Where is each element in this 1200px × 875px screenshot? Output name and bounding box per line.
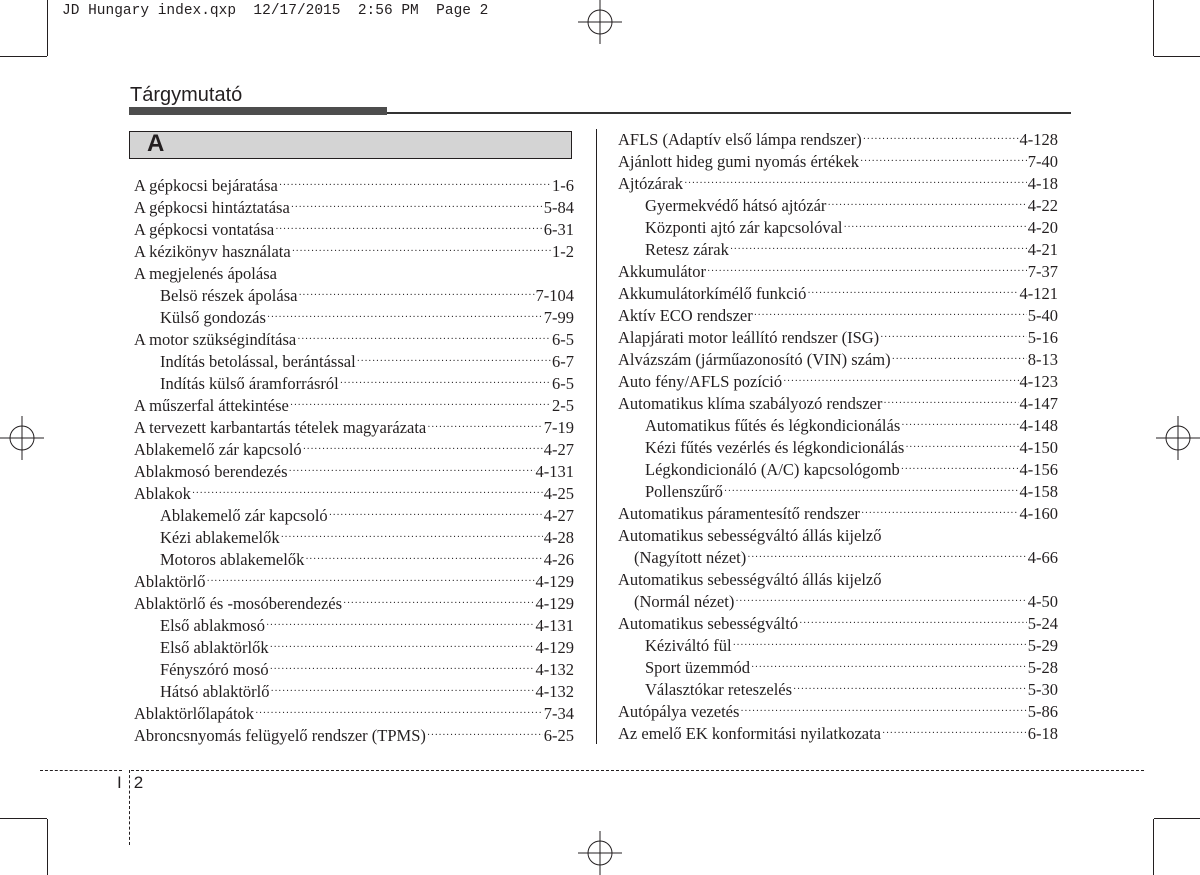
index-entry-label: Automatikus sebességváltó állás kijelző — [618, 570, 882, 589]
dot-leader — [827, 195, 1026, 217]
index-entry — [134, 571, 574, 593]
dot-leader — [281, 527, 543, 549]
index-entry — [618, 525, 1058, 547]
index-entry — [618, 217, 1058, 239]
index-entry-label: Automatikus klíma szabályozó rendszer — [618, 394, 883, 413]
index-entry-page: 7-99 — [543, 308, 574, 327]
index-entry — [134, 637, 574, 659]
index-entry — [618, 437, 1058, 459]
index-entry-page: 4-22 — [1027, 196, 1058, 215]
crop-mark — [1153, 0, 1154, 56]
index-entry-page: 4-123 — [1019, 372, 1058, 391]
index-entry-label: Retesz zárak — [645, 240, 729, 259]
index-entry-page: 4-147 — [1019, 394, 1058, 413]
index-entry-label: Motoros ablakemelők — [160, 550, 305, 569]
index-entry — [618, 679, 1058, 701]
index-entry-label: Alvázszám (járműazonosító (VIN) szám) — [618, 350, 891, 369]
dot-leader — [297, 329, 551, 351]
index-entry-label: Indítás külső áramforrásról — [160, 374, 339, 393]
registration-mark-icon — [1150, 400, 1200, 476]
dot-leader — [740, 701, 1026, 723]
index-entry-page: 4-21 — [1027, 240, 1058, 259]
footer-rule — [131, 770, 1144, 771]
index-entry-page: 7-40 — [1027, 152, 1058, 171]
index-entry-label: (Normál nézet) — [634, 592, 735, 611]
crop-mark — [0, 818, 47, 819]
index-entry-label: Abroncsnyomás felügyelő rendszer (TPMS) — [134, 726, 426, 745]
index-entry — [134, 307, 574, 329]
dot-leader — [707, 261, 1027, 283]
index-entry-label: Ablaktörlő — [134, 572, 206, 591]
index-entry — [134, 593, 574, 615]
dot-leader — [892, 349, 1027, 371]
index-entry-page: 6-18 — [1027, 724, 1058, 743]
index-entry-page: 4-160 — [1019, 504, 1058, 523]
dot-leader — [289, 461, 535, 483]
index-entry-page: 6-5 — [552, 374, 574, 393]
index-entry-label: Ablakmosó berendezés — [134, 462, 288, 481]
index-entry-label: Indítás betolással, berántással — [160, 352, 356, 371]
index-entry-label: Kézi ablakemelők — [160, 528, 280, 547]
index-entry — [618, 547, 1058, 569]
index-entry-page: 4-26 — [543, 550, 574, 569]
dot-leader — [427, 725, 543, 747]
index-entry-page: 1-6 — [552, 176, 574, 195]
dot-leader — [298, 285, 534, 307]
dot-leader — [270, 637, 535, 659]
registration-mark-icon — [0, 400, 50, 476]
dot-leader — [882, 723, 1027, 745]
index-entry-label: Automatikus fűtés és légkondicionálás — [645, 416, 901, 435]
dot-leader — [843, 217, 1026, 239]
index-entry — [618, 415, 1058, 437]
dot-leader — [279, 175, 551, 197]
index-entry-label: Pollenszűrő — [645, 482, 723, 501]
index-entry-label: Kéziváltó fül — [645, 636, 732, 655]
index-entry-label: Automatikus sebességváltó — [618, 614, 799, 633]
index-entry-label: Ablaktörlő és -mosóberendezés — [134, 594, 343, 613]
index-entry — [134, 285, 574, 307]
index-entry — [618, 591, 1058, 613]
index-entry — [618, 305, 1058, 327]
title-underline — [129, 107, 387, 115]
index-entry-label: Választókar reteszelés — [645, 680, 793, 699]
dot-leader — [255, 703, 543, 725]
index-entry-page: 4-18 — [1027, 174, 1058, 193]
dot-leader — [266, 615, 535, 637]
crop-mark — [1153, 819, 1154, 875]
index-entry — [134, 329, 574, 351]
index-entry-label: Automatikus sebességváltó állás kijelző — [618, 526, 882, 545]
index-entry-page: 2-5 — [552, 396, 574, 415]
dot-leader — [751, 657, 1027, 679]
dot-leader — [192, 483, 543, 505]
dot-leader — [905, 437, 1018, 459]
index-entry-page: 7-37 — [1027, 262, 1058, 281]
dot-leader — [267, 307, 543, 329]
index-entry-page: 4-129 — [535, 594, 574, 613]
index-entry-page: 8-13 — [1027, 350, 1058, 369]
index-entry-page: 7-19 — [543, 418, 574, 437]
index-entry — [134, 505, 574, 527]
index-entry — [618, 459, 1058, 481]
index-entry-page: 6-25 — [543, 726, 574, 745]
crop-mark — [47, 819, 48, 875]
index-entry — [134, 703, 574, 725]
index-entry-page: 5-40 — [1027, 306, 1058, 325]
index-entry — [134, 373, 574, 395]
index-entry-label: Aktív ECO rendszer — [618, 306, 753, 325]
index-entry-page: 5-86 — [1027, 702, 1058, 721]
dot-leader — [343, 593, 534, 615]
index-entry-page: 4-121 — [1019, 284, 1058, 303]
index-entry — [618, 371, 1058, 393]
index-entry-page: 4-50 — [1027, 592, 1058, 611]
index-entry — [618, 327, 1058, 349]
dot-leader — [880, 327, 1027, 349]
registration-mark-icon — [564, 823, 636, 875]
index-entry-page: 4-131 — [535, 616, 574, 635]
dot-leader — [340, 373, 551, 395]
index-entry-label: Ajtózárak — [618, 174, 684, 193]
dot-leader — [860, 151, 1027, 173]
index-entry-page: 5-29 — [1027, 636, 1058, 655]
index-entry-page: 4-20 — [1027, 218, 1058, 237]
dot-leader — [292, 241, 551, 263]
crop-mark — [47, 0, 48, 56]
dot-leader — [883, 393, 1018, 415]
print-file-info: JD Hungary index.qxp 12/17/2015 2:56 PM Page 2 — [62, 3, 489, 19]
index-entry-page: 5-28 — [1027, 658, 1058, 677]
index-entry-page: 6-5 — [552, 330, 574, 349]
dot-leader — [427, 417, 543, 439]
dot-leader — [724, 481, 1019, 503]
index-entry-page: 5-84 — [543, 198, 574, 217]
index-entry — [134, 175, 574, 197]
index-entry-label: Ablakemelő zár kapcsoló — [134, 440, 302, 459]
index-entry — [618, 613, 1058, 635]
index-entry — [618, 481, 1058, 503]
index-entry — [618, 283, 1058, 305]
dot-leader — [901, 415, 1018, 437]
index-entry-label: AFLS (Adaptív első lámpa rendszer) — [618, 130, 862, 149]
dot-leader — [270, 659, 535, 681]
index-entry — [618, 173, 1058, 195]
crop-mark — [1154, 818, 1200, 819]
dot-leader — [290, 395, 551, 417]
index-entry-label: Hátsó ablaktörlő — [160, 682, 270, 701]
index-entry-label: Első ablaktörlők — [160, 638, 269, 657]
index-entry-page: 6-7 — [552, 352, 574, 371]
index-entry — [618, 393, 1058, 415]
dot-leader — [357, 351, 551, 373]
index-entry-page: 5-30 — [1027, 680, 1058, 699]
index-entry-label: Légkondicionáló (A/C) kapcsológomb — [645, 460, 900, 479]
index-entry — [618, 723, 1058, 745]
dot-leader — [329, 505, 543, 527]
index-column-left — [134, 175, 574, 747]
index-entry-page: 6-31 — [543, 220, 574, 239]
index-entry — [134, 659, 574, 681]
index-entry-page: 4-25 — [543, 484, 574, 503]
index-entry — [134, 395, 574, 417]
index-entry-label: A motor szükségindítása — [134, 330, 297, 349]
index-entry-page: 4-132 — [535, 660, 574, 679]
index-entry — [134, 549, 574, 571]
dot-leader — [730, 239, 1027, 261]
index-entry-label: Automatikus páramentesítő rendszer — [618, 504, 860, 523]
index-letter-box — [129, 131, 572, 159]
index-entry-page: 4-158 — [1019, 482, 1058, 501]
index-entry-label: Belsö részek ápolása — [160, 286, 298, 305]
column-divider — [596, 129, 597, 744]
index-entry — [618, 635, 1058, 657]
dot-leader — [735, 591, 1026, 613]
index-entry — [134, 263, 574, 285]
index-entry-page: 4-28 — [543, 528, 574, 547]
index-entry — [618, 261, 1058, 283]
index-entry-label: Akkumulátorkímélő funkció — [618, 284, 807, 303]
index-entry-label: Ajánlott hideg gumi nyomás értékek — [618, 152, 860, 171]
dot-leader — [271, 681, 535, 703]
index-entry-page: 5-16 — [1027, 328, 1058, 347]
index-entry-page: 5-24 — [1027, 614, 1058, 633]
dot-leader — [207, 571, 535, 593]
dot-leader — [275, 219, 543, 241]
index-entry-label: Sport üzemmód — [645, 658, 750, 677]
page-number — [117, 773, 143, 793]
index-entry — [618, 129, 1058, 151]
index-entry-page: 4-27 — [543, 440, 574, 459]
index-entry — [134, 615, 574, 637]
index-entry — [134, 681, 574, 703]
index-entry-label: Az emelő EK konformitási nyilatkozata — [618, 724, 882, 743]
index-entry — [618, 503, 1058, 525]
dot-leader — [861, 503, 1019, 525]
index-entry-label: A műszerfal áttekintése — [134, 396, 289, 415]
footer-page-number: 2 — [133, 773, 144, 792]
index-entry-label: Ablakok — [134, 484, 191, 503]
index-entry — [618, 349, 1058, 371]
index-entry-page: 4-66 — [1027, 548, 1058, 567]
index-entry — [134, 527, 574, 549]
index-entry-page: 4-27 — [543, 506, 574, 525]
index-entry-label: Külső gondozás — [160, 308, 266, 327]
index-entry-label: Ablakemelő zár kapcsoló — [160, 506, 328, 525]
dot-leader — [863, 129, 1019, 151]
index-entry — [618, 151, 1058, 173]
index-entry-label: Kézi fűtés vezérlés és légkondicionálás — [645, 438, 905, 457]
index-entry-page: 4-132 — [535, 682, 574, 701]
footer-rule — [40, 770, 122, 771]
index-entry-label: (Nagyított nézet) — [634, 548, 747, 567]
index-entry — [618, 701, 1058, 723]
crop-mark — [1154, 56, 1200, 57]
index-entry-label: Akkumulátor — [618, 262, 706, 281]
index-entry — [618, 195, 1058, 217]
index-entry-label: Első ablakmosó — [160, 616, 265, 635]
registration-mark-icon — [564, 0, 636, 56]
index-entry — [134, 483, 574, 505]
index-entry-label: Fényszóró mosó — [160, 660, 269, 679]
index-entry — [134, 219, 574, 241]
index-entry-label: Gyermekvédő hátsó ajtózár — [645, 196, 827, 215]
index-entry — [618, 657, 1058, 679]
page-title: Tárgymutató — [130, 84, 243, 106]
dot-leader — [733, 635, 1027, 657]
index-entry — [134, 461, 574, 483]
index-entry-label: A tervezett karbantartás tételek magyarázata — [134, 418, 427, 437]
dot-leader — [807, 283, 1018, 305]
footer-section-letter: I — [117, 773, 122, 792]
index-entry-label: A gépkocsi vontatása — [134, 220, 275, 239]
index-entry-page: 4-129 — [535, 638, 574, 657]
index-entry — [134, 725, 574, 747]
dot-leader — [305, 549, 542, 571]
index-entry-page: 4-150 — [1019, 438, 1058, 457]
index-entry-page: 4-148 — [1019, 416, 1058, 435]
dot-leader — [303, 439, 543, 461]
index-entry-page: 7-34 — [543, 704, 574, 723]
dot-leader — [799, 613, 1027, 635]
index-entry — [134, 417, 574, 439]
index-entry — [618, 239, 1058, 261]
dot-leader — [291, 197, 543, 219]
index-entry-label: Alapjárati motor leállító rendszer (ISG) — [618, 328, 880, 347]
index-letter: A — [147, 130, 165, 157]
dot-leader — [793, 679, 1027, 701]
index-entry — [134, 439, 574, 461]
index-entry — [618, 569, 1058, 591]
dot-leader — [684, 173, 1027, 195]
index-entry-page: 4-156 — [1019, 460, 1058, 479]
index-entry-page: 7-104 — [535, 286, 574, 305]
index-entry-page: 4-128 — [1019, 130, 1058, 149]
title-rule — [387, 112, 1071, 114]
index-entry-label: A gépkocsi bejáratása — [134, 176, 278, 195]
dot-leader — [747, 547, 1027, 569]
dot-leader — [754, 305, 1027, 327]
index-entry — [134, 351, 574, 373]
dot-leader — [783, 371, 1018, 393]
index-entry-page: 4-129 — [535, 572, 574, 591]
index-entry-label: Autópálya vezetés — [618, 702, 740, 721]
index-entry-page: 4-131 — [535, 462, 574, 481]
index-entry-label: A gépkocsi hintáztatása — [134, 198, 290, 217]
index-entry-page: 1-2 — [552, 242, 574, 261]
index-entry-label: A kézikönyv használata — [134, 242, 291, 261]
index-entry — [134, 241, 574, 263]
index-entry-label: A megjelenés ápolása — [134, 264, 277, 283]
index-entry — [134, 197, 574, 219]
crop-mark — [0, 56, 47, 57]
dot-leader — [901, 459, 1019, 481]
index-entry-label: Auto fény/AFLS pozíció — [618, 372, 783, 391]
index-column-right — [618, 129, 1058, 745]
index-entry-label: Ablaktörlőlapátok — [134, 704, 255, 723]
index-entry-label: Központi ajtó zár kapcsolóval — [645, 218, 843, 237]
